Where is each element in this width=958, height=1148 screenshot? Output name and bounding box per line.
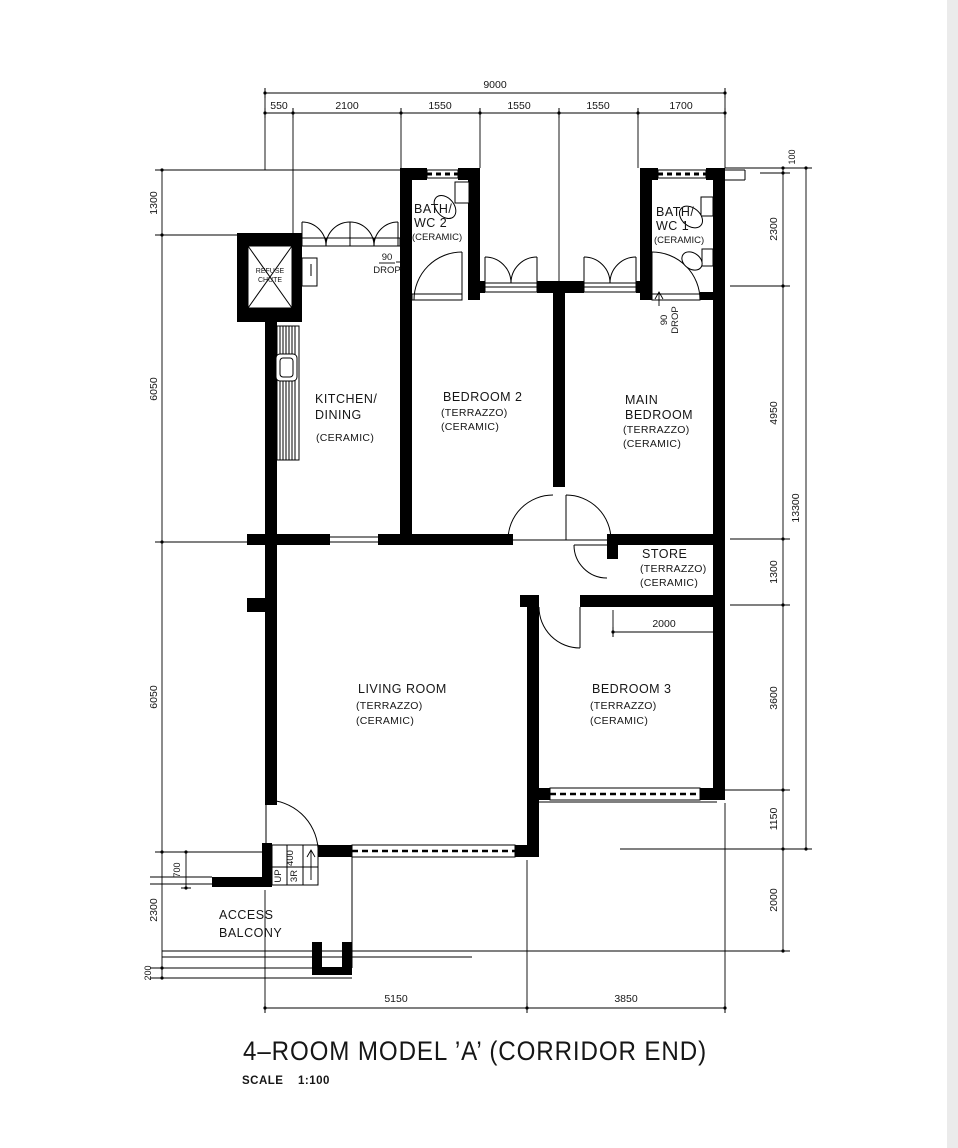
room-label-main-bedroom (623, 393, 693, 450)
bath1-basin-icon (678, 248, 713, 274)
dim-left-0: 1300 (148, 191, 160, 215)
drop-label-bath2 (373, 252, 400, 276)
room-label-store (640, 547, 707, 589)
dim-top-5: 1700 (669, 100, 693, 112)
svg-text:BATH/: BATH/ (656, 205, 695, 219)
svg-text:(CERAMIC): (CERAMIC) (412, 232, 463, 243)
dim-top-3: 1550 (507, 100, 531, 112)
svg-text:WC 1: WC 1 (656, 219, 690, 233)
room-label-living-room (356, 682, 447, 727)
svg-text:(CERAMIC): (CERAMIC) (640, 577, 699, 589)
svg-text:(CERAMIC): (CERAMIC) (441, 421, 500, 433)
stair-up-arrow (307, 850, 315, 880)
svg-text:MAIN: MAIN (625, 393, 659, 407)
svg-text:BEDROOM 3: BEDROOM 3 (592, 682, 672, 696)
dim-top-total: 9000 (483, 79, 507, 91)
dim-top-1: 2100 (335, 100, 359, 112)
dim-left-1: 6050 (148, 377, 160, 401)
svg-text:KITCHEN/: KITCHEN/ (315, 392, 378, 406)
svg-text:DROP: DROP (373, 265, 401, 276)
svg-text:LIVING ROOM: LIVING ROOM (358, 682, 447, 696)
svg-text:BEDROOM 2: BEDROOM 2 (443, 390, 523, 404)
svg-text:(CERAMIC): (CERAMIC) (623, 438, 682, 450)
svg-text:REFUSE: REFUSE (255, 268, 285, 275)
svg-text:UP: UP (273, 869, 284, 883)
svg-text:BATH/: BATH/ (414, 202, 453, 216)
svg-text:ACCESS: ACCESS (219, 908, 274, 922)
svg-text:400: 400 (285, 850, 296, 866)
drop-label-bath1 (659, 306, 681, 333)
svg-text:WC 2: WC 2 (414, 216, 448, 230)
scale-label: SCALE (242, 1075, 284, 1087)
svg-text:(TERRAZZO): (TERRAZZO) (623, 424, 690, 436)
svg-text:(TERRAZZO): (TERRAZZO) (356, 700, 423, 712)
dim-right-5: 1150 (768, 807, 780, 831)
svg-text:90: 90 (381, 252, 393, 263)
dim-left-4: 200 (143, 965, 153, 981)
svg-text:(CERAMIC): (CERAMIC) (356, 715, 415, 727)
dim-right-total: 13300 (790, 493, 802, 523)
dim-bottom-0: 5150 (384, 993, 408, 1005)
dim-right-6: 2000 (768, 888, 780, 912)
svg-text:BALCONY: BALCONY (219, 926, 283, 940)
svg-text:(TERRAZZO): (TERRAZZO) (640, 563, 707, 575)
room-label-access-balcony (219, 908, 282, 940)
page-edge (947, 0, 958, 1148)
room-label-kitchen (315, 392, 377, 444)
dim-right-0: 100 (787, 149, 797, 165)
drawing-title: 4–ROOM MODEL ’A’ (CORRIDOR END) (243, 1036, 707, 1066)
scale-value: 1:100 (298, 1075, 330, 1087)
svg-text:3R: 3R (289, 869, 300, 883)
svg-text:90: 90 (659, 314, 670, 326)
svg-text:(CERAMIC): (CERAMIC) (590, 715, 649, 727)
dim-right-2: 4950 (768, 401, 780, 425)
room-label-bedroom3 (590, 682, 672, 727)
svg-text:CHUTE: CHUTE (257, 277, 283, 284)
svg-text:DROP: DROP (670, 306, 681, 334)
svg-text:STORE: STORE (642, 547, 688, 561)
dim-bottom-1: 3850 (614, 993, 638, 1005)
svg-text:DINING: DINING (315, 408, 362, 422)
dim-store-width: 2000 (652, 618, 676, 630)
kitchen-counter (276, 326, 299, 460)
dim-left-inner: 700 (172, 862, 182, 878)
dim-right-3: 1300 (768, 560, 780, 584)
svg-text:(TERRAZZO): (TERRAZZO) (441, 407, 508, 419)
room-label-bedroom2 (441, 390, 523, 433)
svg-text:BEDROOM: BEDROOM (625, 408, 694, 422)
svg-text:(CERAMIC): (CERAMIC) (654, 235, 705, 246)
dim-top-2: 1550 (428, 100, 452, 112)
dim-right-4: 3600 (768, 686, 780, 710)
dim-top-4: 1550 (586, 100, 610, 112)
dim-top-0: 550 (270, 100, 288, 112)
dim-left-2: 6050 (148, 685, 160, 709)
svg-text:(TERRAZZO): (TERRAZZO) (590, 700, 657, 712)
dim-right-1: 2300 (768, 217, 780, 241)
dim-left-3: 2300 (148, 898, 160, 922)
svg-text:(CERAMIC): (CERAMIC) (316, 432, 375, 444)
